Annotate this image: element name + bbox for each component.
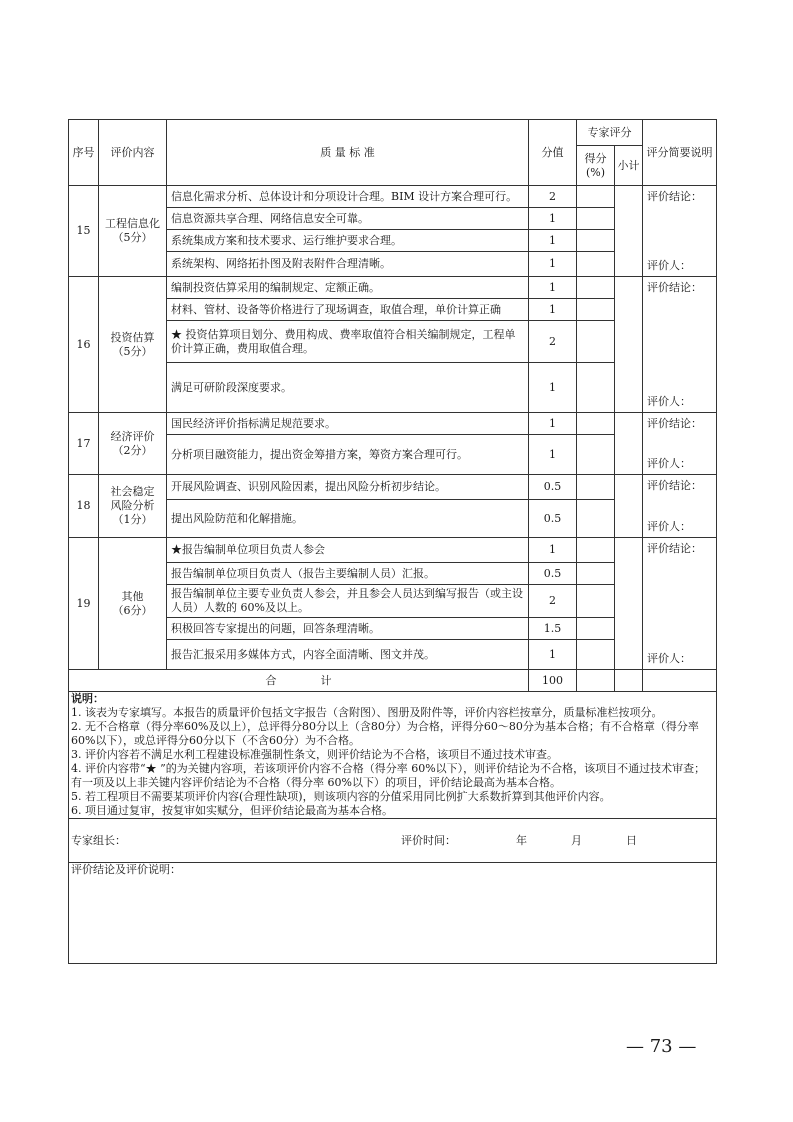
criterion-score: 1 <box>529 277 577 299</box>
comment-cell[interactable] <box>643 475 717 538</box>
score-cell[interactable] <box>577 252 615 277</box>
notes-title: 说明： <box>71 692 104 705</box>
criterion-score: 1 <box>529 538 577 563</box>
criterion-score: 1 <box>529 363 577 413</box>
criterion: 开展风险调查、识别风险因素，提出风险分析初步结论。 <box>167 475 529 500</box>
criterion-key: ★报告编制单位项目负责人参会 <box>167 538 529 563</box>
section-name: 社会稳定 风险分析 （1分） <box>99 475 167 538</box>
score-cell[interactable] <box>577 500 615 538</box>
subtotal-cell[interactable] <box>615 186 643 277</box>
comment-evaluator: 评价人： <box>647 259 691 272</box>
section-name: 其他 （6分） <box>99 538 167 670</box>
header-standard: 质 量 标 准 <box>167 120 529 186</box>
comment-evaluator: 评价人： <box>647 652 691 665</box>
comment-cell[interactable] <box>643 413 717 475</box>
criterion-score: 0.5 <box>529 500 577 538</box>
criterion: 编制投资估算采用的编制规定、定额正确。 <box>167 277 529 299</box>
section-no: 19 <box>69 538 99 670</box>
total-score: 100 <box>529 670 577 692</box>
page-number: — 73 — <box>626 1036 697 1057</box>
score-cell[interactable] <box>577 585 615 618</box>
header-subtotal: 小计 <box>615 146 643 186</box>
score-cell[interactable] <box>577 277 615 299</box>
criterion: 报告编制单位项目负责人（报告主要编制人员）汇报。 <box>167 563 529 585</box>
total-comment-cell[interactable] <box>643 670 717 692</box>
total-label: 合 计 <box>69 670 529 692</box>
criterion-key: ★ 投资估算项目划分、费用构成、费率取值符合相关编制规定，工程单价计算正确，费用取值合理。 <box>167 321 529 363</box>
header-score: 分值 <box>529 120 577 186</box>
criterion-score: 1 <box>529 208 577 230</box>
criterion: 材料、管材、设备等价格进行了现场调查，取值合理，单价计算正确 <box>167 299 529 321</box>
header-expert-score: 专家评分 <box>577 120 643 146</box>
comment-conclusion: 评价结论： <box>647 417 702 430</box>
conclusion-label: 评价结论及评价说明： <box>71 863 181 876</box>
comment-cell[interactable] <box>643 277 717 413</box>
section-name: 经济评价 （2分） <box>99 413 167 475</box>
criterion: 积极回答专家提出的问题，回答条理清晰。 <box>167 618 529 640</box>
criterion: 报告编制单位主要专业负责人参会，并且参会人员达到编写报告（或主设人员）人数的 60%及以上。 <box>167 585 529 618</box>
criterion-score: 2 <box>529 585 577 618</box>
score-cell[interactable] <box>577 563 615 585</box>
subtotal-cell[interactable] <box>615 538 643 670</box>
comment-evaluator: 评价人： <box>647 457 691 470</box>
criterion-score: 1 <box>529 640 577 670</box>
score-cell[interactable] <box>577 475 615 500</box>
comment-cell[interactable] <box>643 186 717 277</box>
note-item: 1. 该表为专家填写。本报告的质量评价包括文字报告（含附图）、图册及附件等，评价内容栏按章分，质量标准栏按项分。 <box>71 706 663 719</box>
evaluation-sheet <box>68 119 716 964</box>
score-cell[interactable] <box>577 321 615 363</box>
comment-evaluator: 评价人： <box>647 395 691 408</box>
criterion: 国民经济评价指标满足规范要求。 <box>167 413 529 435</box>
year-label: 年 <box>516 833 527 847</box>
note-item: 2. 无不合格章（得分率60%及以上），总评得分80分以上（含80分）为合格，评得分60～80分为基本合格；有不合格章（得分率60%以下），或总评得分60分以下（不含60分）为不合格。 <box>71 720 699 747</box>
expert-leader-label: 专家组长： <box>71 833 126 847</box>
comment-conclusion: 评价结论： <box>647 479 702 492</box>
criterion: 报告汇报采用多媒体方式，内容全面清晰、图文并茂。 <box>167 640 529 670</box>
expert-leader-row[interactable] <box>69 819 717 863</box>
section-no: 16 <box>69 277 99 413</box>
comment-cell[interactable] <box>643 538 717 670</box>
score-cell[interactable] <box>577 435 615 475</box>
evaluation-table <box>68 119 717 964</box>
month-label: 月 <box>571 833 582 847</box>
note-item: 5. 若工程项目不需要某项评价内容(合理性缺项)，则该项内容的分值采用同比例扩大系数折算到其他评价内容。 <box>71 790 611 803</box>
subtotal-cell[interactable] <box>615 277 643 413</box>
subtotal-cell[interactable] <box>615 413 643 475</box>
note-item: 3. 评价内容若不满足水利工程建设标准强制性条文，则评价结论为不合格，该项目不通过技术审查。 <box>71 748 558 761</box>
conclusion-field[interactable] <box>69 863 717 964</box>
criterion-score: 1 <box>529 435 577 475</box>
subtotal-cell[interactable] <box>615 475 643 538</box>
criterion-score: 1 <box>529 230 577 252</box>
section-no: 18 <box>69 475 99 538</box>
score-cell[interactable] <box>577 208 615 230</box>
criterion-score: 1.5 <box>529 618 577 640</box>
section-name: 投资估算 （5分） <box>99 277 167 413</box>
comment-conclusion: 评价结论： <box>647 281 702 294</box>
section-name: 工程信息化 （5分） <box>99 186 167 277</box>
criterion-score: 2 <box>529 186 577 208</box>
criterion: 系统架构、网络拓扑图及附表附件合理清晰。 <box>167 252 529 277</box>
criterion-score: 1 <box>529 299 577 321</box>
score-cell[interactable] <box>577 618 615 640</box>
notes-block <box>69 692 717 819</box>
criterion-score: 2 <box>529 321 577 363</box>
note-item: 4. 评价内容带“★ ”的为关键内容项，若该项评价内容不合格（得分率 60%以下），则评价结论为不合格，该项目不通过技术审查；有一项及以上非关键内容评价结论为不合格（得分率 60%以下）的项目，评价结论最高为基本合格。 <box>71 762 706 789</box>
day-label: 日 <box>626 833 637 847</box>
total-got-cell[interactable] <box>577 670 615 692</box>
evaluation-time-label: 评价时间： <box>401 833 456 847</box>
header-comment: 评分简要说明 <box>643 120 717 186</box>
criterion: 系统集成方案和技术要求、运行维护要求合理。 <box>167 230 529 252</box>
score-cell[interactable] <box>577 230 615 252</box>
score-cell[interactable] <box>577 363 615 413</box>
section-no: 15 <box>69 186 99 277</box>
score-cell[interactable] <box>577 299 615 321</box>
criterion: 信息资源共享合理、网络信息安全可靠。 <box>167 208 529 230</box>
comment-conclusion: 评价结论： <box>647 190 702 203</box>
criterion-score: 0.5 <box>529 563 577 585</box>
note-item: 6. 项目通过复审，按复审如实赋分，但评价结论最高为基本合格。 <box>71 804 393 817</box>
score-cell[interactable] <box>577 640 615 670</box>
criterion-score: 0.5 <box>529 475 577 500</box>
score-cell[interactable] <box>577 413 615 435</box>
header-got: 得分(%) <box>577 146 615 186</box>
criterion: 信息化需求分析、总体设计和分项设计合理。BIM 设计方案合理可行。 <box>167 186 529 208</box>
section-no: 17 <box>69 413 99 475</box>
criterion: 提出风险防范和化解措施。 <box>167 500 529 538</box>
comment-evaluator: 评价人： <box>647 520 691 533</box>
criterion-score: 1 <box>529 252 577 277</box>
comment-conclusion: 评价结论： <box>647 542 702 555</box>
score-cell[interactable] <box>577 538 615 563</box>
header-content: 评价内容 <box>99 120 167 186</box>
criterion-score: 1 <box>529 413 577 435</box>
criterion: 满足可研阶段深度要求。 <box>167 363 529 413</box>
total-subtotal-cell[interactable] <box>615 670 643 692</box>
score-cell[interactable] <box>577 186 615 208</box>
criterion: 分析项目融资能力，提出资金筹措方案，筹资方案合理可行。 <box>167 435 529 475</box>
header-seq: 序号 <box>69 120 99 186</box>
